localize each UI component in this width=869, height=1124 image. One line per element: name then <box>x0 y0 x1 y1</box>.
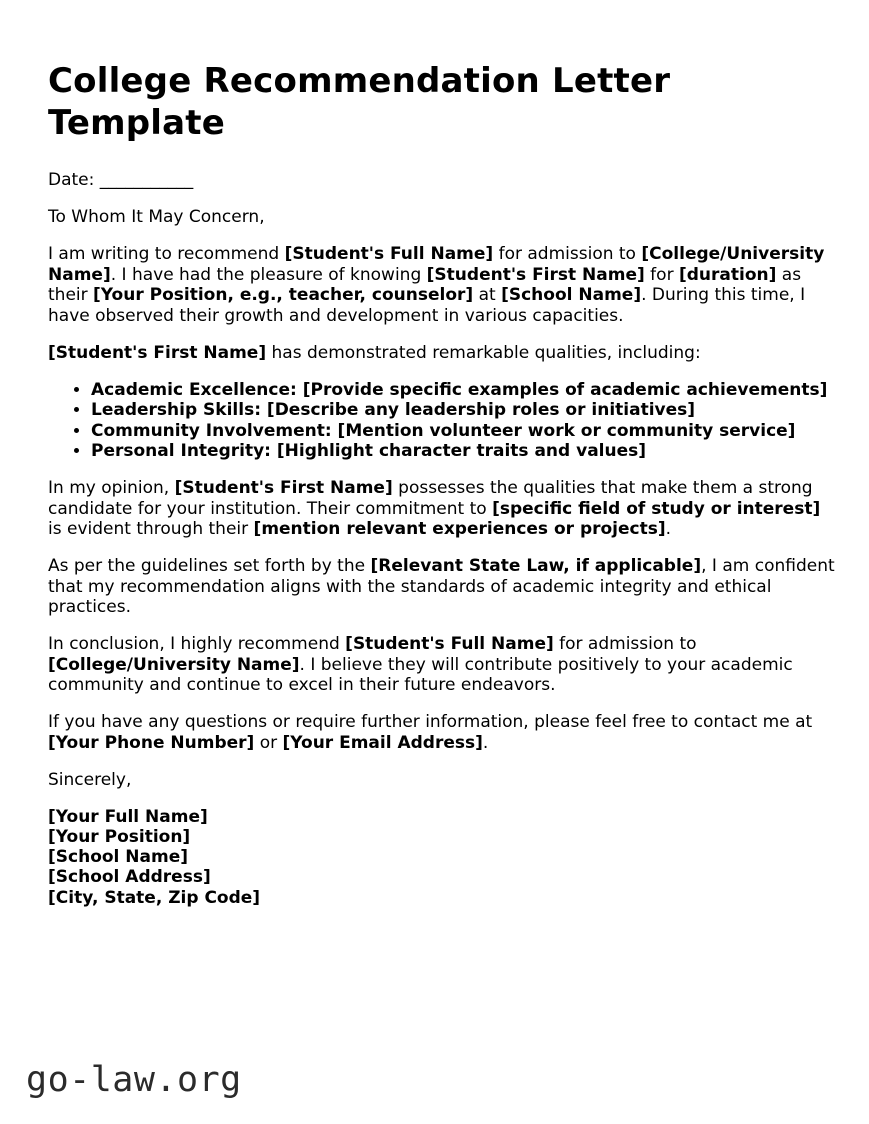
placeholder-email-address: [Your Email Address] <box>282 732 483 753</box>
guidelines-text-2: , I am confident that my recommendation aligns with the standards of academic integrity and ethical practices. <box>48 556 835 617</box>
conclusion-text-2: for admission to <box>553 634 697 654</box>
letter-page <box>48 60 838 924</box>
list-item: • Leadership Skills: [Describe any leadership roles or initiatives] <box>91 400 838 421</box>
placeholder-student-full-name: [Student's Full Name] <box>345 634 554 654</box>
salutation: To Whom It May Concern, <box>48 207 265 227</box>
list-item: • Personal Integrity: [Highlight character traits and values] <box>91 441 838 462</box>
intro-text-4: for <box>644 264 679 285</box>
placeholder-experiences: [mention relevant experiences or projects] <box>253 519 666 539</box>
opinion-text-2: possesses the qualities that make them a strong candidate for your institution. Their commitment to <box>48 478 813 519</box>
qualities-intro-text: has demonstrated remarkable qualities, including: <box>266 342 701 363</box>
qualities-list <box>48 380 838 462</box>
placeholder-student-full-name: [Student's Full Name] <box>284 244 494 264</box>
placeholder-student-first-name: [Student's First Name] <box>426 264 645 285</box>
conclusion-text-1: In conclusion, I highly recommend <box>48 634 346 654</box>
placeholder-student-first-name: [Student's First Name] <box>174 478 393 498</box>
signature-school-address: [School Address] <box>48 867 211 888</box>
placeholder-college-name: [College/University Name] <box>48 654 300 675</box>
placeholder-phone-number: [Your Phone Number] <box>48 732 255 753</box>
signature-school-name: [School Name] <box>48 847 189 868</box>
signature-block <box>48 807 838 908</box>
placeholder-college-name: [College/University Name] <box>48 244 825 285</box>
contact-text-3: . <box>482 732 489 753</box>
placeholder-state-law: [Relevant State Law, if applicable] <box>370 556 702 576</box>
conclusion-text-3: . I believe they will contribute positively to your academic community and continue to excel in their future endeavors. <box>48 654 793 695</box>
signature-position: [Your Position] <box>48 826 191 847</box>
intro-text-1: I am writing to recommend <box>48 244 285 264</box>
closing: Sincerely, <box>48 769 132 790</box>
qualities-intro-paragraph <box>48 343 838 364</box>
opinion-text-4: . <box>665 519 672 539</box>
contact-text-1: If you have any questions or require further information, please feel free to contact me at <box>48 712 813 732</box>
intro-text-3: . I have had the pleasure of knowing <box>110 264 427 285</box>
intro-text-7: . During this time, I have observed their growth and development in various capacities. <box>48 285 806 326</box>
date-line: Date: ___________ <box>48 170 194 190</box>
intro-text-2: for admission to <box>493 244 642 264</box>
intro-paragraph <box>48 244 838 326</box>
intro-text-6: at <box>473 285 502 305</box>
contact-paragraph <box>48 712 838 753</box>
signature-city-state-zip: [City, State, Zip Code] <box>48 887 261 908</box>
intro-text-5: as their <box>48 264 802 305</box>
placeholder-field-of-study: [specific field of study or interest] <box>492 498 821 519</box>
watermark-site-name: go-law.org <box>26 1060 242 1100</box>
opinion-text-3: is evident through their <box>48 519 254 539</box>
conclusion-paragraph <box>48 634 838 696</box>
contact-text-2: or <box>254 732 283 753</box>
placeholder-student-first-name: [Student's First Name] <box>48 342 267 363</box>
placeholder-school-name: [School Name] <box>501 285 642 305</box>
signature-full-name: [Your Full Name] <box>48 806 208 827</box>
page-title: College Recommendation Letter Template <box>48 61 671 143</box>
guidelines-text-1: As per the guidelines set forth by the <box>48 556 371 576</box>
list-item: • Academic Excellence: [Provide specific examples of academic achievements] <box>91 380 838 401</box>
opinion-paragraph <box>48 478 838 540</box>
opinion-text-1: In my opinion, <box>48 478 175 498</box>
guidelines-paragraph <box>48 556 838 618</box>
placeholder-duration: [duration] <box>678 264 777 285</box>
list-item: • Community Involvement: [Mention volunteer work or community service] <box>91 421 838 442</box>
placeholder-your-position: [Your Position, e.g., teacher, counselor] <box>93 285 474 305</box>
